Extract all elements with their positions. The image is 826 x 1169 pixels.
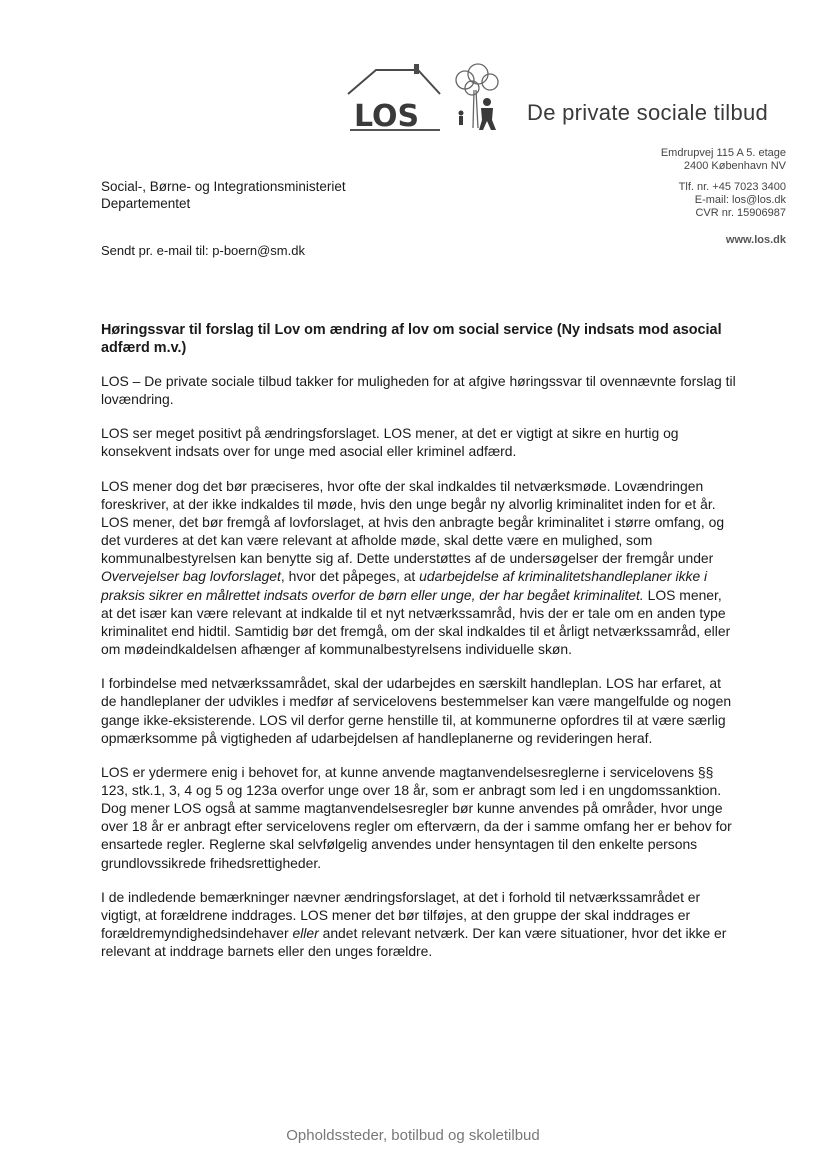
recipient-line: Departementet <box>101 196 191 211</box>
footer: Opholdssteder, botilbud og skoletilbud <box>286 1127 540 1144</box>
email: E-mail: los@los.dk <box>694 194 786 206</box>
recipient-line: Social-, Børne- og Integrationsministeriet <box>101 179 346 194</box>
tagline: De private sociale tilbud <box>527 100 769 125</box>
letter-body <box>101 321 736 976</box>
paragraph: I forbindelse med netværkssamrådet, skal der udarbejdes en særskilt handleplan. LOS har erfaret, at de handleplaner der udvikles i medfør af servicelovens bestemmelser kan være mangelfulde og nogen gange ikke-eksisterende. LOS vil derfor gerne henstille til, at kommunerne opfordres til at være særlig opmærksomme på vigtigheden af udarbejdelsen af handleplanerne og revideringen heraf. <box>101 675 732 746</box>
emphasis: udarbejdelse af kriminalitetshandleplaner ikke i praksis sikrer en målrettet indsats overfor de børn eller unge, der har begået kriminalitet. <box>101 568 708 603</box>
sent-line: Sendt pr. e-mail til: p-boern@sm.dk <box>101 243 305 258</box>
emphasis: eller <box>292 925 319 942</box>
logo-text: LOS <box>354 99 420 134</box>
cvr-number: CVR nr. 15906987 <box>695 207 786 219</box>
emphasis: Overvejelser bag lovforslaget <box>101 568 281 585</box>
address-line: Emdrupvej 115 A 5. etage <box>660 147 786 159</box>
paragraph: LOS – De private sociale tilbud takker for muligheden for at afgive høringssvar til ovennævnte forslag til lovændring. <box>101 373 736 408</box>
chimney-icon <box>414 64 419 74</box>
paragraph: LOS mener dog det bør præciseres, hvor ofte der skal indkaldes til netværksmøde. Lovændringen foreskriver, at der ikke indkaldes til møde, hvis den unge begår ny alvorlig kriminalitet inden for et år. LOS mener, det bør fremgå af lovforslaget, at hvis den anbragte begår kriminalitet i større omfang, og det vurderes at det kan være relevant at afholde møde, skal dette være en mulighed, som kommunalbestyrelsen kan benytte sig af. Dette understøttes af de undersøgelser der fremgår under Overvejelser bag lovforslaget, hvor det påpeges, at udarbejdelse af kriminalitetshandleplaner ikke i praksis sikrer en målrettet indsats overfor de børn eller unge, der har begået kriminalitet. LOS mener, at det især kan være relevant at indkalde til et nyt netværkssamråd, hvis der er tale om en anden type kriminalitet end hidtil. Samtidig bør det fremgå, om der skal indkaldes til et årligt netværkssamråd, eller om mødeindkaldelsen afhænger af kommunalbestyrelsens individuelle skøn. <box>101 477 731 658</box>
address-line: 2400 København NV <box>683 160 786 172</box>
letter-title: Høringssvar til forslag til Lov om ændring af lov om social service (Ny indsats mod asocial adfærd m.v.) <box>101 322 722 356</box>
phone: Tlf. nr. +45 7023 3400 <box>678 181 786 193</box>
paragraph: I de indledende bemærkninger nævner ændringsforslaget, at det i forhold til netværkssamrådet er vigtigt, at forældrene inddrages. LOS mener det bør tilføjes, at den gruppe der skal inddrages er forældremyndighedsindehaver eller andet relevant netværk. Der kan være situationer, hvor det ikke er relevant at inddrage barnets eller den unges forældre. <box>101 888 727 960</box>
recipient-block <box>101 178 346 212</box>
paragraph: LOS er ydermere enig i behovet for, at kunne anvende magtanvendelsesreglerne i servicelovens §§ 123, stk.1, 3, 4 og 5 og 123a overfor unge over 18 år, som er anbragt som led i en ungdomssanktion. Dog mener LOS også at samme magtanvendelsesregler bør kunne anvendes på områder, hvor unge over 18 år er anbragt efter servicelovens regler om efterværn, da der i samme omfang her er behov for ensartede regler. Reglerne skal selvfølgelig anvendes under hensyntagen til den enkelte persons grundlovssikrede frihedsrettigheder. <box>101 763 732 871</box>
los-logo <box>340 58 510 138</box>
sender-info <box>566 147 786 247</box>
website: www.los.dk <box>725 234 786 246</box>
paragraph: LOS ser meget positivt på ændringsforslaget. LOS mener, at det er vigtigt at sikre en hurtig og konsekvent indsats over for unge med asocial eller kriminel adfærd. <box>101 425 679 460</box>
